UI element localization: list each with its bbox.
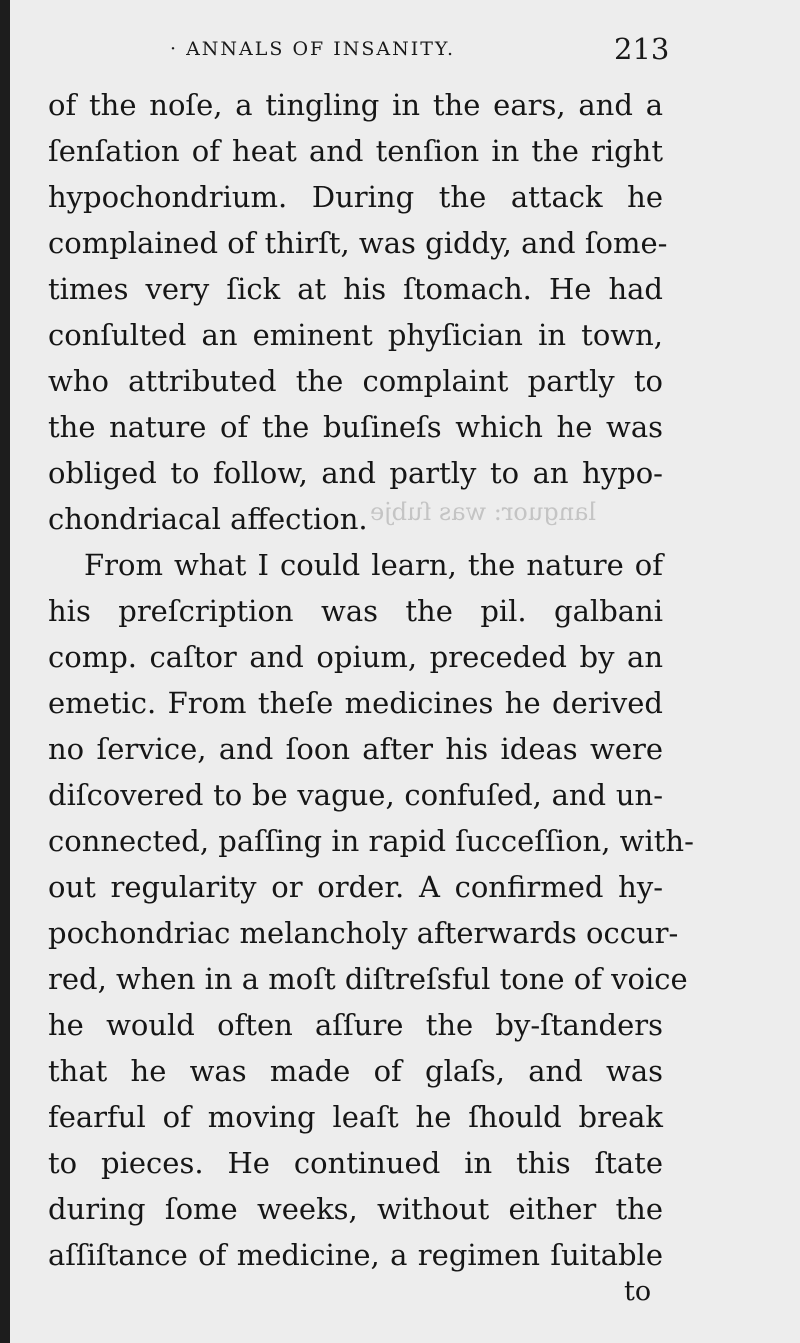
text-line: no ſervice, and ſoon after his ideas were (48, 732, 663, 766)
page-header (10, 32, 800, 78)
book-page (10, 0, 800, 1343)
text-line: he would often aſſure the by-ſtanders (48, 1008, 663, 1042)
text-line: conſulted an eminent phyſician in town, (48, 318, 663, 352)
text-line: during ſome weeks, without either the (48, 1192, 663, 1226)
paragraph-end-line: chondriacal affection. (48, 502, 368, 536)
show-through-decoration: languor: was ſubje (370, 498, 597, 526)
text-line: the nature of the buſineſs which he was (48, 410, 663, 444)
text-line: hypochondrium. During the attack he (48, 180, 663, 214)
paragraph-start-line: From what I could learn, the nature of (84, 548, 663, 582)
text-line: diſcovered to be vague, confuſed, and un- (48, 778, 663, 812)
text-line: to pieces. He continued in this ſtate (48, 1146, 663, 1180)
text-line: ſenſation of heat and tenſion in the right (48, 134, 663, 168)
running-head: · ANNALS OF INSANITY. (170, 38, 456, 60)
text-line: complained of thirſt, was giddy, and ſome- (48, 226, 668, 260)
text-line: red, when in a moſt diſtreſsful tone of voice (48, 962, 688, 996)
text-line: who attributed the complaint partly to (48, 364, 663, 398)
text-line: emetic. From theſe medicines he derived (48, 686, 663, 720)
text-line: out regularity or order. A confirmed hy- (48, 870, 663, 904)
body-text (48, 82, 694, 1278)
text-line: connected, paſſing in rapid ſucceſſion, with- (48, 824, 694, 858)
page-number: 213 (614, 32, 670, 66)
catchword: to (624, 1276, 652, 1307)
text-line: that he was made of glaſs, and was (48, 1054, 663, 1088)
text-line: comp. caſtor and opium, preceded by an (48, 640, 663, 674)
text-line: times very ſick at his ſtomach. He had (48, 272, 663, 306)
text-line: his preſcription was the pil. galbani (48, 594, 663, 628)
text-line: aſſiſtance of medicine, a regimen ſuitable (48, 1238, 663, 1272)
text-line: pochondriac melancholy afterwards occur- (48, 916, 679, 950)
text-line: obliged to follow, and partly to an hypo- (48, 456, 663, 490)
text-line: fearful of moving leaſt he ſhould break (48, 1100, 663, 1134)
text-line: of the noſe, a tingling in the ears, and a (48, 88, 663, 122)
